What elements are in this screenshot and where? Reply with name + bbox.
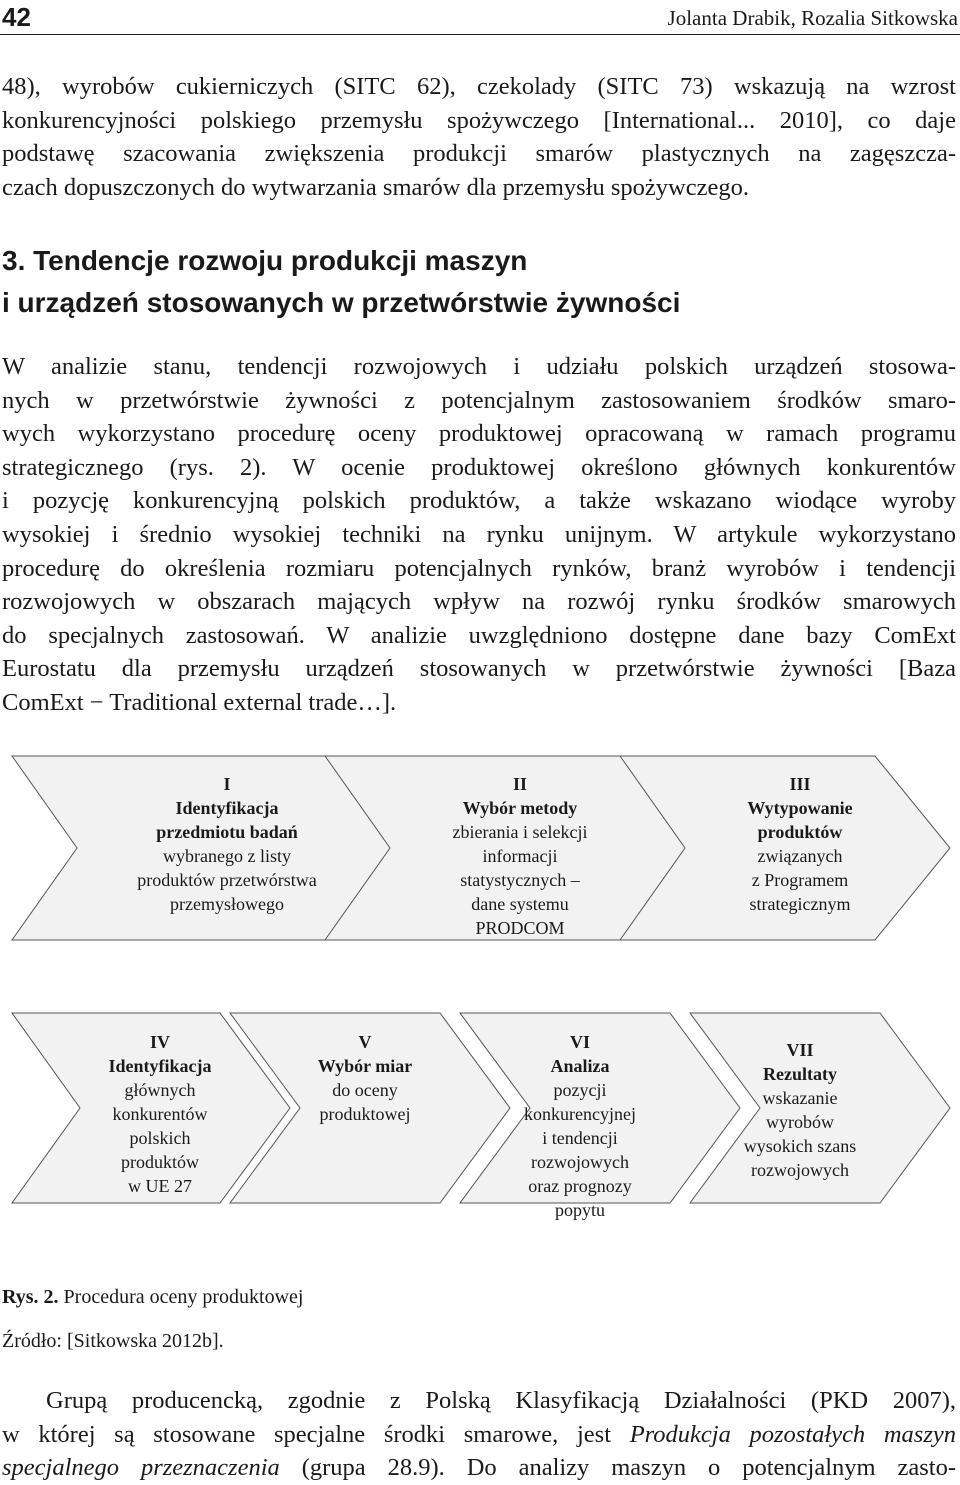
step-label: V <box>358 1032 372 1052</box>
text-line: do specjalnych zastosowań. W analizie uwzględniono dostępne dane bazy ComExt <box>2 621 956 649</box>
page-number: 42 <box>2 2 31 32</box>
figure-label: Rys. 2. <box>2 1286 59 1308</box>
text-line: czach dopuszczonych do wytwarzania smarów dla przemysłu spożywczego. <box>2 173 749 201</box>
paragraph-pkd <box>2 1384 956 1485</box>
figure-title: Procedura oceny produktowej <box>58 1286 304 1308</box>
text-run-italic: specjalnego przeznaczenia <box>2 1454 280 1482</box>
step-label: Wybór miar <box>317 1056 413 1076</box>
step-desc: statystycznych – <box>460 870 580 890</box>
step-desc: produktów przetwórstwa <box>137 870 317 890</box>
step-desc: do oceny <box>332 1080 398 1100</box>
text-line <box>2 1418 956 1452</box>
step-label: Analiza <box>550 1056 610 1076</box>
step-label: produktów <box>757 822 843 842</box>
step-2-text <box>405 772 635 940</box>
section-heading <box>2 240 680 324</box>
text-run: w której są stosowane specjalne środki smarowe, jest <box>2 1420 630 1448</box>
step-label: VI <box>569 1032 590 1052</box>
step-label: Identyfikacja <box>175 798 279 818</box>
text-line: Eurostatu dla przemysłu urządzeń stosowanych w przetwórstwie żywności [Baza <box>2 655 956 683</box>
step-desc: z Programem <box>751 870 849 890</box>
step-label: III <box>789 774 811 794</box>
step-label: I <box>223 774 231 794</box>
procedure-diagram <box>0 748 960 1268</box>
text-run-italic: Produkcja pozostałych maszyn <box>629 1420 956 1448</box>
step-desc: głównych <box>124 1080 196 1100</box>
step-desc: wskazanie <box>762 1088 838 1108</box>
paragraph-intro <box>2 70 956 204</box>
section-heading-line-1: 3. Tendencje rozwoju produkcji maszyn <box>2 245 528 276</box>
text-line: i pozycję konkurencyjną polskich produktów, a także wskazano wiodące wyroby <box>2 487 956 515</box>
step-desc: polskich <box>129 1128 191 1148</box>
step-label: Wybór metody <box>462 798 578 818</box>
figure-caption <box>2 1286 303 1309</box>
text-run: (grupa 28.9). Do analizy maszyn o potencjalnym zasto- <box>279 1454 956 1482</box>
step-label: Identyfikacja <box>108 1056 212 1076</box>
step-desc: dane systemu <box>471 894 569 914</box>
step-desc: wysokich szans <box>743 1136 857 1156</box>
step-7-text <box>720 1038 880 1182</box>
step-label: przedmiotu badań <box>156 822 298 842</box>
text-line: rozwojowych w obszarach mających wpływ na rozwój rynku środków smarowych <box>2 588 956 616</box>
step-label: IV <box>149 1032 170 1052</box>
step-desc: rozwojowych <box>531 1152 629 1172</box>
text-line: nych w przetwórstwie żywności z potencjalnym zastosowaniem środków smaro- <box>2 386 956 414</box>
text-line: Grupą producencką, zgodnie z Polską Klasyfikacją Działalności (PKD 2007), <box>46 1387 956 1414</box>
step-desc: produktowej <box>319 1104 411 1124</box>
step-desc: popytu <box>554 1200 605 1220</box>
text-line: konkurencyjności polskiego przemysłu spożywczego [International... 2010], co daje <box>2 106 956 134</box>
step-desc: związanych <box>757 846 843 866</box>
step-desc: konkurencyjnej <box>524 1104 636 1124</box>
step-desc: informacji <box>482 846 558 866</box>
text-line: W analizie stanu, tendencji rozwojowych i udziału polskich urządzeń stosowa- <box>2 353 956 380</box>
page-header <box>0 0 960 35</box>
step-desc: produktów <box>121 1152 199 1172</box>
step-label: VII <box>786 1040 814 1060</box>
step-desc: w UE 27 <box>128 1176 192 1196</box>
step-3-text <box>695 772 905 916</box>
text-line <box>2 1451 956 1485</box>
step-desc: przemysłowego <box>170 894 284 914</box>
paragraph-analysis <box>2 350 956 720</box>
text-line: ComExt − Traditional external trade…]. <box>2 688 397 716</box>
step-desc: wybranego z listy <box>163 846 291 866</box>
text-line: procedurę do określenia rozmiaru potencjalnych rynków, branż wyrobów i tendencji <box>2 554 956 582</box>
step-4-text <box>80 1030 240 1198</box>
step-desc: rozwojowych <box>751 1160 849 1180</box>
step-1-text <box>92 772 362 916</box>
running-head-authors: Jolanta Drabik, Rozalia Sitkowska <box>667 6 958 30</box>
step-desc: konkurentów <box>112 1104 208 1124</box>
figure-source: Źródło: [Sitkowska 2012b]. <box>2 1330 224 1352</box>
step-label: Rezultaty <box>763 1064 837 1084</box>
text-line: strategicznego (rys. 2). W ocenie produktowej określono głównych konkurentów <box>2 453 956 481</box>
text-line: wych wykorzystano procedurę oceny produktowej opracowaną w ramach programu <box>2 420 956 448</box>
text-line: wysokiej i średnio wysokiej techniki na rynku unijnym. W artykule wykorzystano <box>2 520 956 548</box>
step-desc: PRODCOM <box>475 918 565 938</box>
step-desc: wyrobów <box>766 1112 834 1132</box>
step-desc: zbierania i selekcji <box>452 822 588 842</box>
step-desc: oraz prognozy <box>528 1176 632 1196</box>
section-heading-line-2: i urządzeń stosowanych w przetwórstwie żywności <box>2 287 681 318</box>
step-desc: i tendencji <box>542 1128 618 1148</box>
text-line: 48), wyrobów cukierniczych (SITC 62), czekolady (SITC 73) wskazują na wzrost <box>2 73 956 100</box>
step-label: Wytypowanie <box>747 798 853 818</box>
step-6-text <box>500 1030 660 1222</box>
step-desc: strategicznym <box>749 894 851 914</box>
step-5-text <box>290 1030 440 1126</box>
step-label: II <box>512 774 527 794</box>
step-desc: pozycji <box>553 1080 607 1100</box>
text-line: podstawę szacowania zwiększenia produkcji smarów plastycznych na zagęszcza- <box>2 140 956 168</box>
